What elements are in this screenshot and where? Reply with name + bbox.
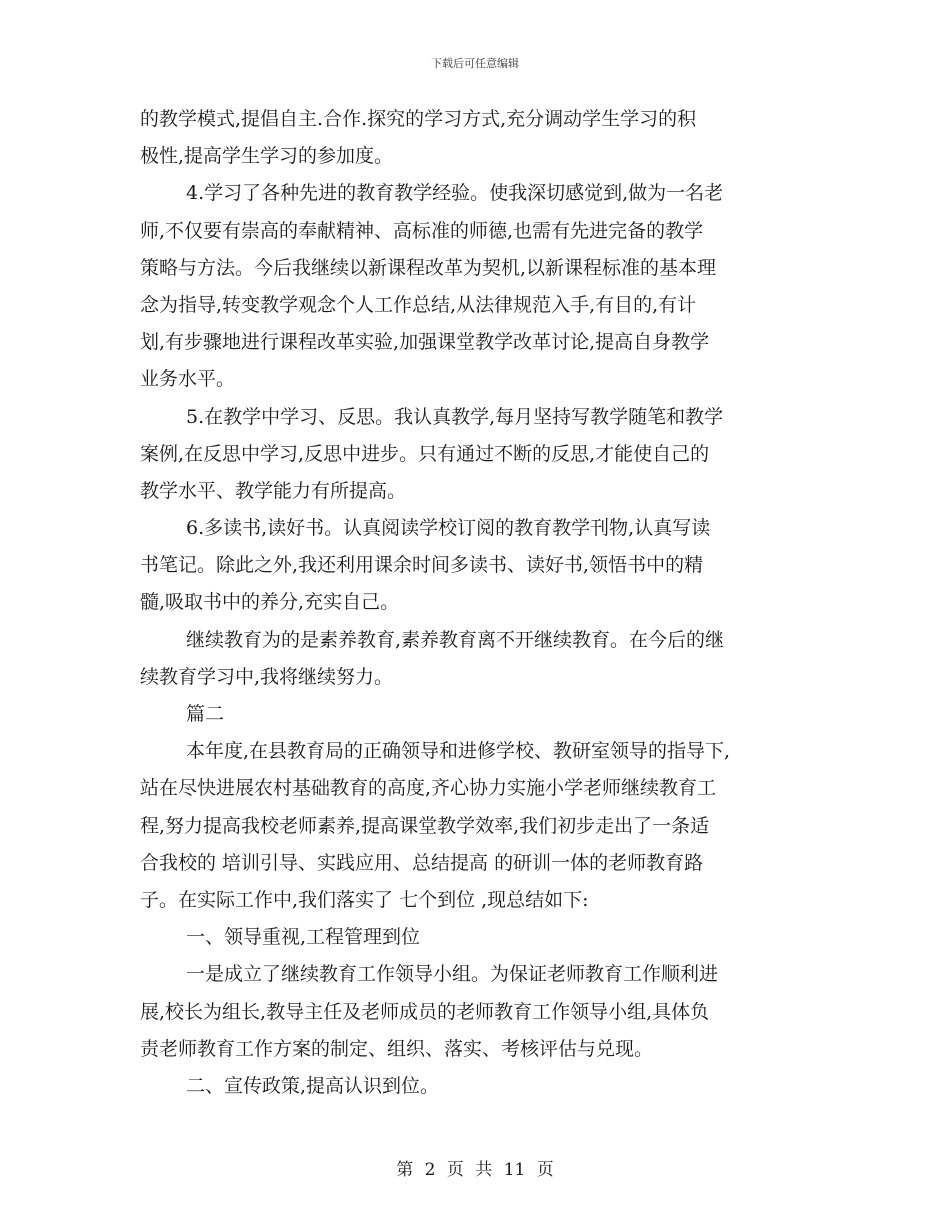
text-line: 的教学模式,提倡自主.合作.探究的学习方式,充分调动学生学习的积 bbox=[140, 108, 697, 130]
text-line: 划,有步骤地进行课程改革实验,加强课堂教学改革讨论,提高自身教学 bbox=[140, 331, 710, 354]
text-line: 子。在实际工作中,我们落实了 七个到位 ,现总结如下: bbox=[140, 888, 589, 911]
text-line: 程,努力提高我校老师素养,提高课堂教学效率,我们初步走出了一条适 bbox=[140, 814, 710, 837]
text-line: 本年度,在县教育局的正确领导和进修学校、教研室领导的指导下, bbox=[186, 740, 731, 763]
text-line: 6.多读书,读好书。认真阅读学校订阅的教育教学刊物,认真写读 bbox=[186, 517, 711, 540]
text-line: 教学水平、教学能力有所提高。 bbox=[140, 479, 407, 502]
text-line: 展,校长为组长,教导主任及老师成员的老师教育工作领导小组,具体负 bbox=[140, 1000, 710, 1023]
text-line: 合我校的 培训引导、实践应用、总结提高 的研训一体的老师教育路 bbox=[140, 851, 704, 874]
text-line: 书笔记。除此之外,我还利用课余时间多读书、读好书,领悟书中的精 bbox=[140, 554, 704, 577]
text-line: 责老师教育工作方案的制定、组织、落实、考核评估与兑现。 bbox=[140, 1037, 654, 1060]
text-line: 极性,提高学生学习的参加度。 bbox=[140, 145, 394, 168]
document-body bbox=[140, 101, 812, 1105]
text-line: 续教育学习中,我将继续努力。 bbox=[140, 665, 394, 688]
text-line: 念为指导,转变教学观念个人工作总结,从法律规范入手,有目的,有计 bbox=[140, 293, 697, 316]
text-line: 师,不仅要有崇高的奉献精神、高标准的师德,也需有先进完备的教学 bbox=[140, 219, 704, 242]
text-line: 策略与方法。今后我继续以新课程改革为契机,以新课程标准的基本理 bbox=[140, 256, 717, 279]
text-line: 案例,在反思中学习,反思中进步。只有通过不断的反思,才能使自己的 bbox=[140, 442, 710, 465]
text-line: 一、领导重视,工程管理到位 bbox=[186, 926, 421, 949]
text-line: 4.学习了各种先进的教育教学经验。使我深切感觉到,做为一名老 bbox=[186, 182, 724, 205]
text-line: 一是成立了继续教育工作领导小组。为保证老师教育工作顺利进 bbox=[186, 963, 719, 986]
text-line: 站在尽快进展农村基础教育的高度,齐心协力实施小学老师继续教育工 bbox=[140, 777, 717, 800]
text-line: 篇二 bbox=[186, 703, 225, 725]
page-number-footer: 第 2 页 共 11 页 bbox=[396, 1160, 554, 1180]
text-line: 髓,吸取书中的养分,充实自己。 bbox=[140, 591, 400, 614]
text-line: 5.在教学中学习、反思。我认真教学,每月坚持写教学随笔和教学 bbox=[186, 405, 724, 428]
text-line: 继续教育为的是素养教育,素养教育离不开继续教育。在今后的继 bbox=[186, 628, 725, 651]
text-line: 二、宣传政策,提高认识到位。 bbox=[186, 1074, 440, 1097]
page-header: 下载后可任意编辑 bbox=[431, 57, 519, 70]
text-line: 业务水平。 bbox=[140, 368, 236, 391]
